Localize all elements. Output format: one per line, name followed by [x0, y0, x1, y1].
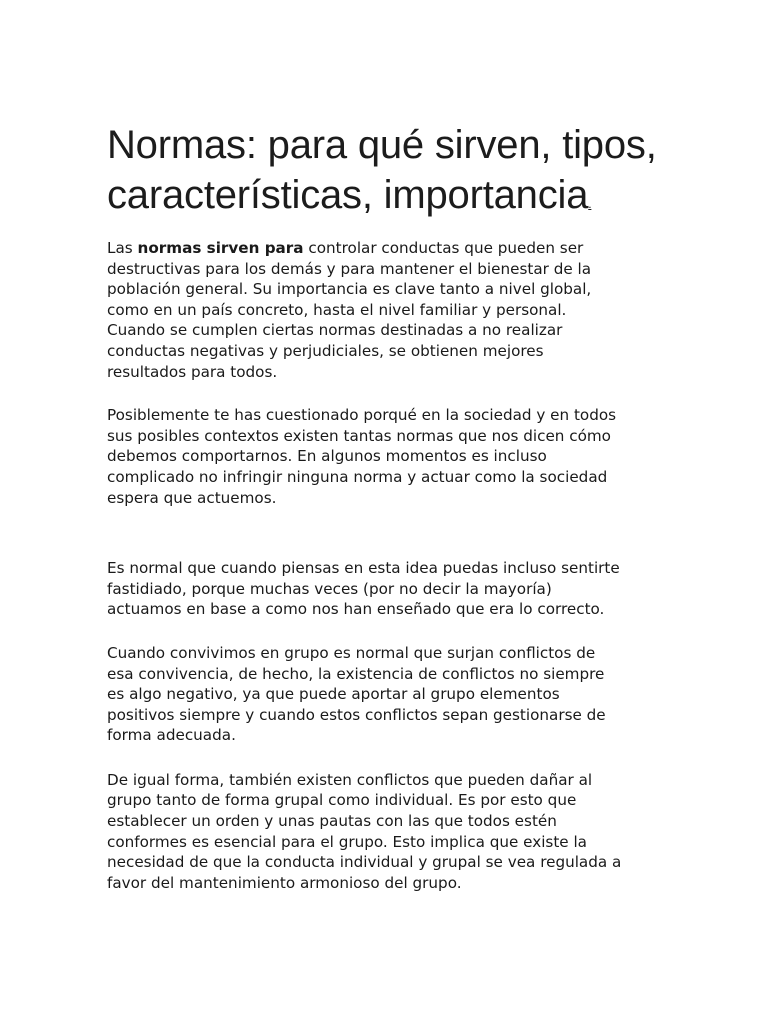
paragraph-line — [107, 238, 682, 259]
title-text: características, importancia — [107, 173, 589, 217]
paragraph-line: resultados para todos. — [107, 362, 278, 381]
document-page — [107, 120, 682, 893]
paragraph-line: De igual forma, también existen conflictos que pueden dañar al — [107, 770, 593, 789]
paragraph-line: fastidiado, porque muchas veces (por no decir la mayoría) — [107, 579, 552, 598]
paragraph-line: Cuando convivimos en grupo es normal que surjan conflictos de — [107, 643, 596, 662]
paragraph-line: destructivas para los demás y para mantener el bienestar de la — [107, 259, 592, 278]
paragraph-line: es algo negativo, ya que puede aportar al grupo elementos — [107, 685, 560, 704]
paragraph-line: Cuando se cumplen ciertas normas destinadas a no realizar — [107, 321, 563, 340]
paragraph-line: complicado no infringir ninguna norma y actuar como la sociedad — [107, 467, 608, 486]
paragraph-line: espera que actuemos. — [107, 488, 277, 507]
paragraph-line: conformes es esencial para el grupo. Esto implica que existe la — [107, 832, 587, 851]
paragraph-line: grupo tanto de forma grupal como individual. Es por esto que — [107, 791, 577, 810]
paragraph-line: conductas negativas y perjudiciales, se obtienen mejores — [107, 341, 544, 360]
paragraph-line: como en un país concreto, hasta el nivel familiar y personal. — [107, 300, 567, 319]
intro-paragraph — [107, 238, 682, 382]
paragraph-line: establecer un orden y unas pautas con las que todos estén — [107, 812, 557, 831]
document-title — [107, 120, 682, 229]
paragraph-line: debemos comportarnos. En algunos momentos es incluso — [107, 447, 547, 466]
paragraph-3 — [107, 558, 682, 620]
paragraph-line: población general. Su importancia es clave tanto a nivel global, — [107, 280, 592, 299]
title-suffix: . — [588, 197, 592, 211]
lead-text: Las — [107, 239, 138, 257]
paragraph-line: esa convivencia, de hecho, la existencia de conflictos no siempre — [107, 664, 605, 683]
lead-bold-text: normas sirven para — [137, 239, 304, 257]
paragraph-line: sus posibles contextos existen tantas normas que nos dicen cómo — [107, 426, 611, 445]
paragraph-line: positivos siempre y cuando estos conflictos sepan gestionarse de — [107, 705, 606, 724]
paragraph-4 — [107, 643, 682, 746]
paragraph-2 — [107, 405, 682, 508]
paragraph-line: Posiblemente te has cuestionado porqué en la sociedad y en todos — [107, 406, 617, 425]
paragraph-line: favor del mantenimiento armonioso del grupo. — [107, 873, 462, 892]
line-text: controlar conductas que pueden ser — [303, 239, 584, 257]
paragraph-line: necesidad de que la conducta individual y grupal se vea regulada a — [107, 853, 622, 872]
paragraph-line: actuamos en base a como nos han enseñado que era lo correcto. — [107, 600, 605, 619]
paragraph-line: Es normal que cuando piensas en esta idea puedas incluso sentirte — [107, 559, 620, 578]
title-line — [107, 170, 682, 229]
paragraph-5 — [107, 770, 682, 894]
paragraph-line: forma adecuada. — [107, 726, 236, 745]
title-line: Normas: para qué sirven, tipos, — [107, 123, 657, 167]
